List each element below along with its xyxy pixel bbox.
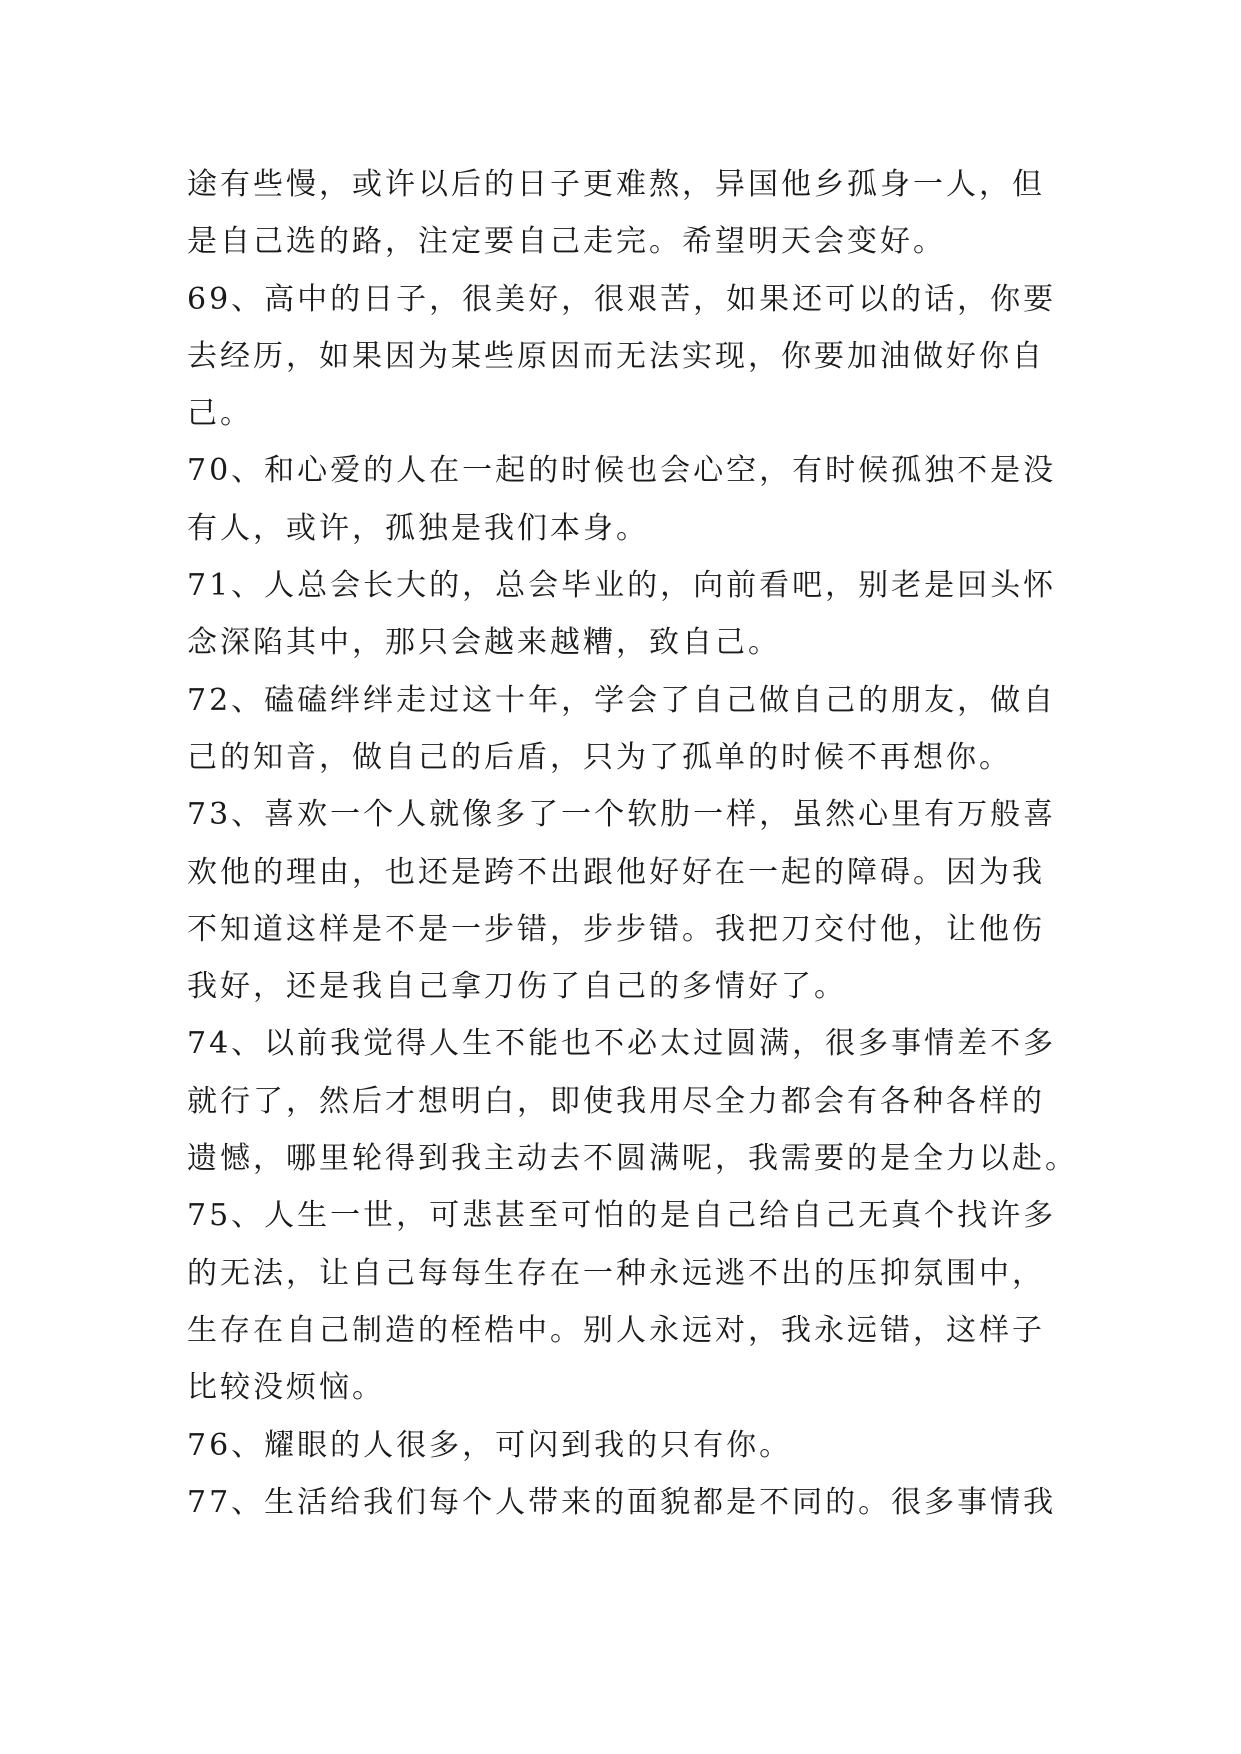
text-line: 不知道这样是不是一步错，步步错。我把刀交付他，让他伤 xyxy=(187,911,1045,947)
text-line: 72、磕磕绊绊走过这十年，学会了自己做自己的朋友，做自 xyxy=(187,682,1057,718)
text-line: 己。 xyxy=(187,396,253,432)
text-line: 己的知音，做自己的后盾，只为了孤单的时候不再想你。 xyxy=(187,739,1012,775)
text-line: 73、喜欢一个人就像多了一个软肋一样，虽然心里有万般喜 xyxy=(187,797,1057,833)
text-line: 的无法，让自己每每生存在一种永远逃不出的压抑氛围中， xyxy=(187,1255,1045,1291)
text-line: 77、生活给我们每个人带来的面貌都是不同的。很多事情我 xyxy=(187,1484,1057,1520)
text-line: 71、人总会长大的，总会毕业的，向前看吧，别老是回头怀 xyxy=(187,568,1057,604)
document-body xyxy=(187,156,1078,1531)
text-line: 就行了，然后才想明白，即使我用尽全力都会有各种各样的 xyxy=(187,1083,1045,1119)
text-line: 是自己选的路，注定要自己走完。希望明天会变好。 xyxy=(187,224,946,260)
text-line: 比较没烦恼。 xyxy=(187,1370,385,1406)
text-line: 70、和心爱的人在一起的时候也会心空，有时候孤独不是没 xyxy=(187,453,1057,489)
text-line: 69、高中的日子，很美好，很艰苦，如果还可以的话，你要 xyxy=(187,281,1057,317)
text-line: 去经历，如果因为某些原因而无法实现，你要加油做好你自 xyxy=(187,338,1045,374)
text-line: 有人，或许，孤独是我们本身。 xyxy=(187,510,649,546)
text-line: 我好，还是我自己拿刀伤了自己的多情好了。 xyxy=(187,969,847,1005)
text-line: 念深陷其中，那只会越来越糟，致自己。 xyxy=(187,625,781,661)
text-line: 74、以前我觉得人生不能也不必太过圆满，很多事情差不多 xyxy=(187,1026,1057,1062)
text-line: 遗憾，哪里轮得到我主动去不圆满呢，我需要的是全力以赴。 xyxy=(187,1141,1078,1177)
text-line: 欢他的理由，也还是跨不出跟他好好在一起的障碍。因为我 xyxy=(187,854,1045,890)
text-line: 途有些慢，或许以后的日子更难熬，异国他乡孤身一人，但 xyxy=(187,167,1045,202)
text-line: 76、耀眼的人很多，可闪到我的只有你。 xyxy=(187,1427,793,1463)
text-line: 75、人生一世，可悲甚至可怕的是自己给自己无真个找许多 xyxy=(187,1198,1057,1234)
text-line: 生存在自己制造的桎梏中。别人永远对，我永远错，这样子 xyxy=(187,1312,1045,1348)
